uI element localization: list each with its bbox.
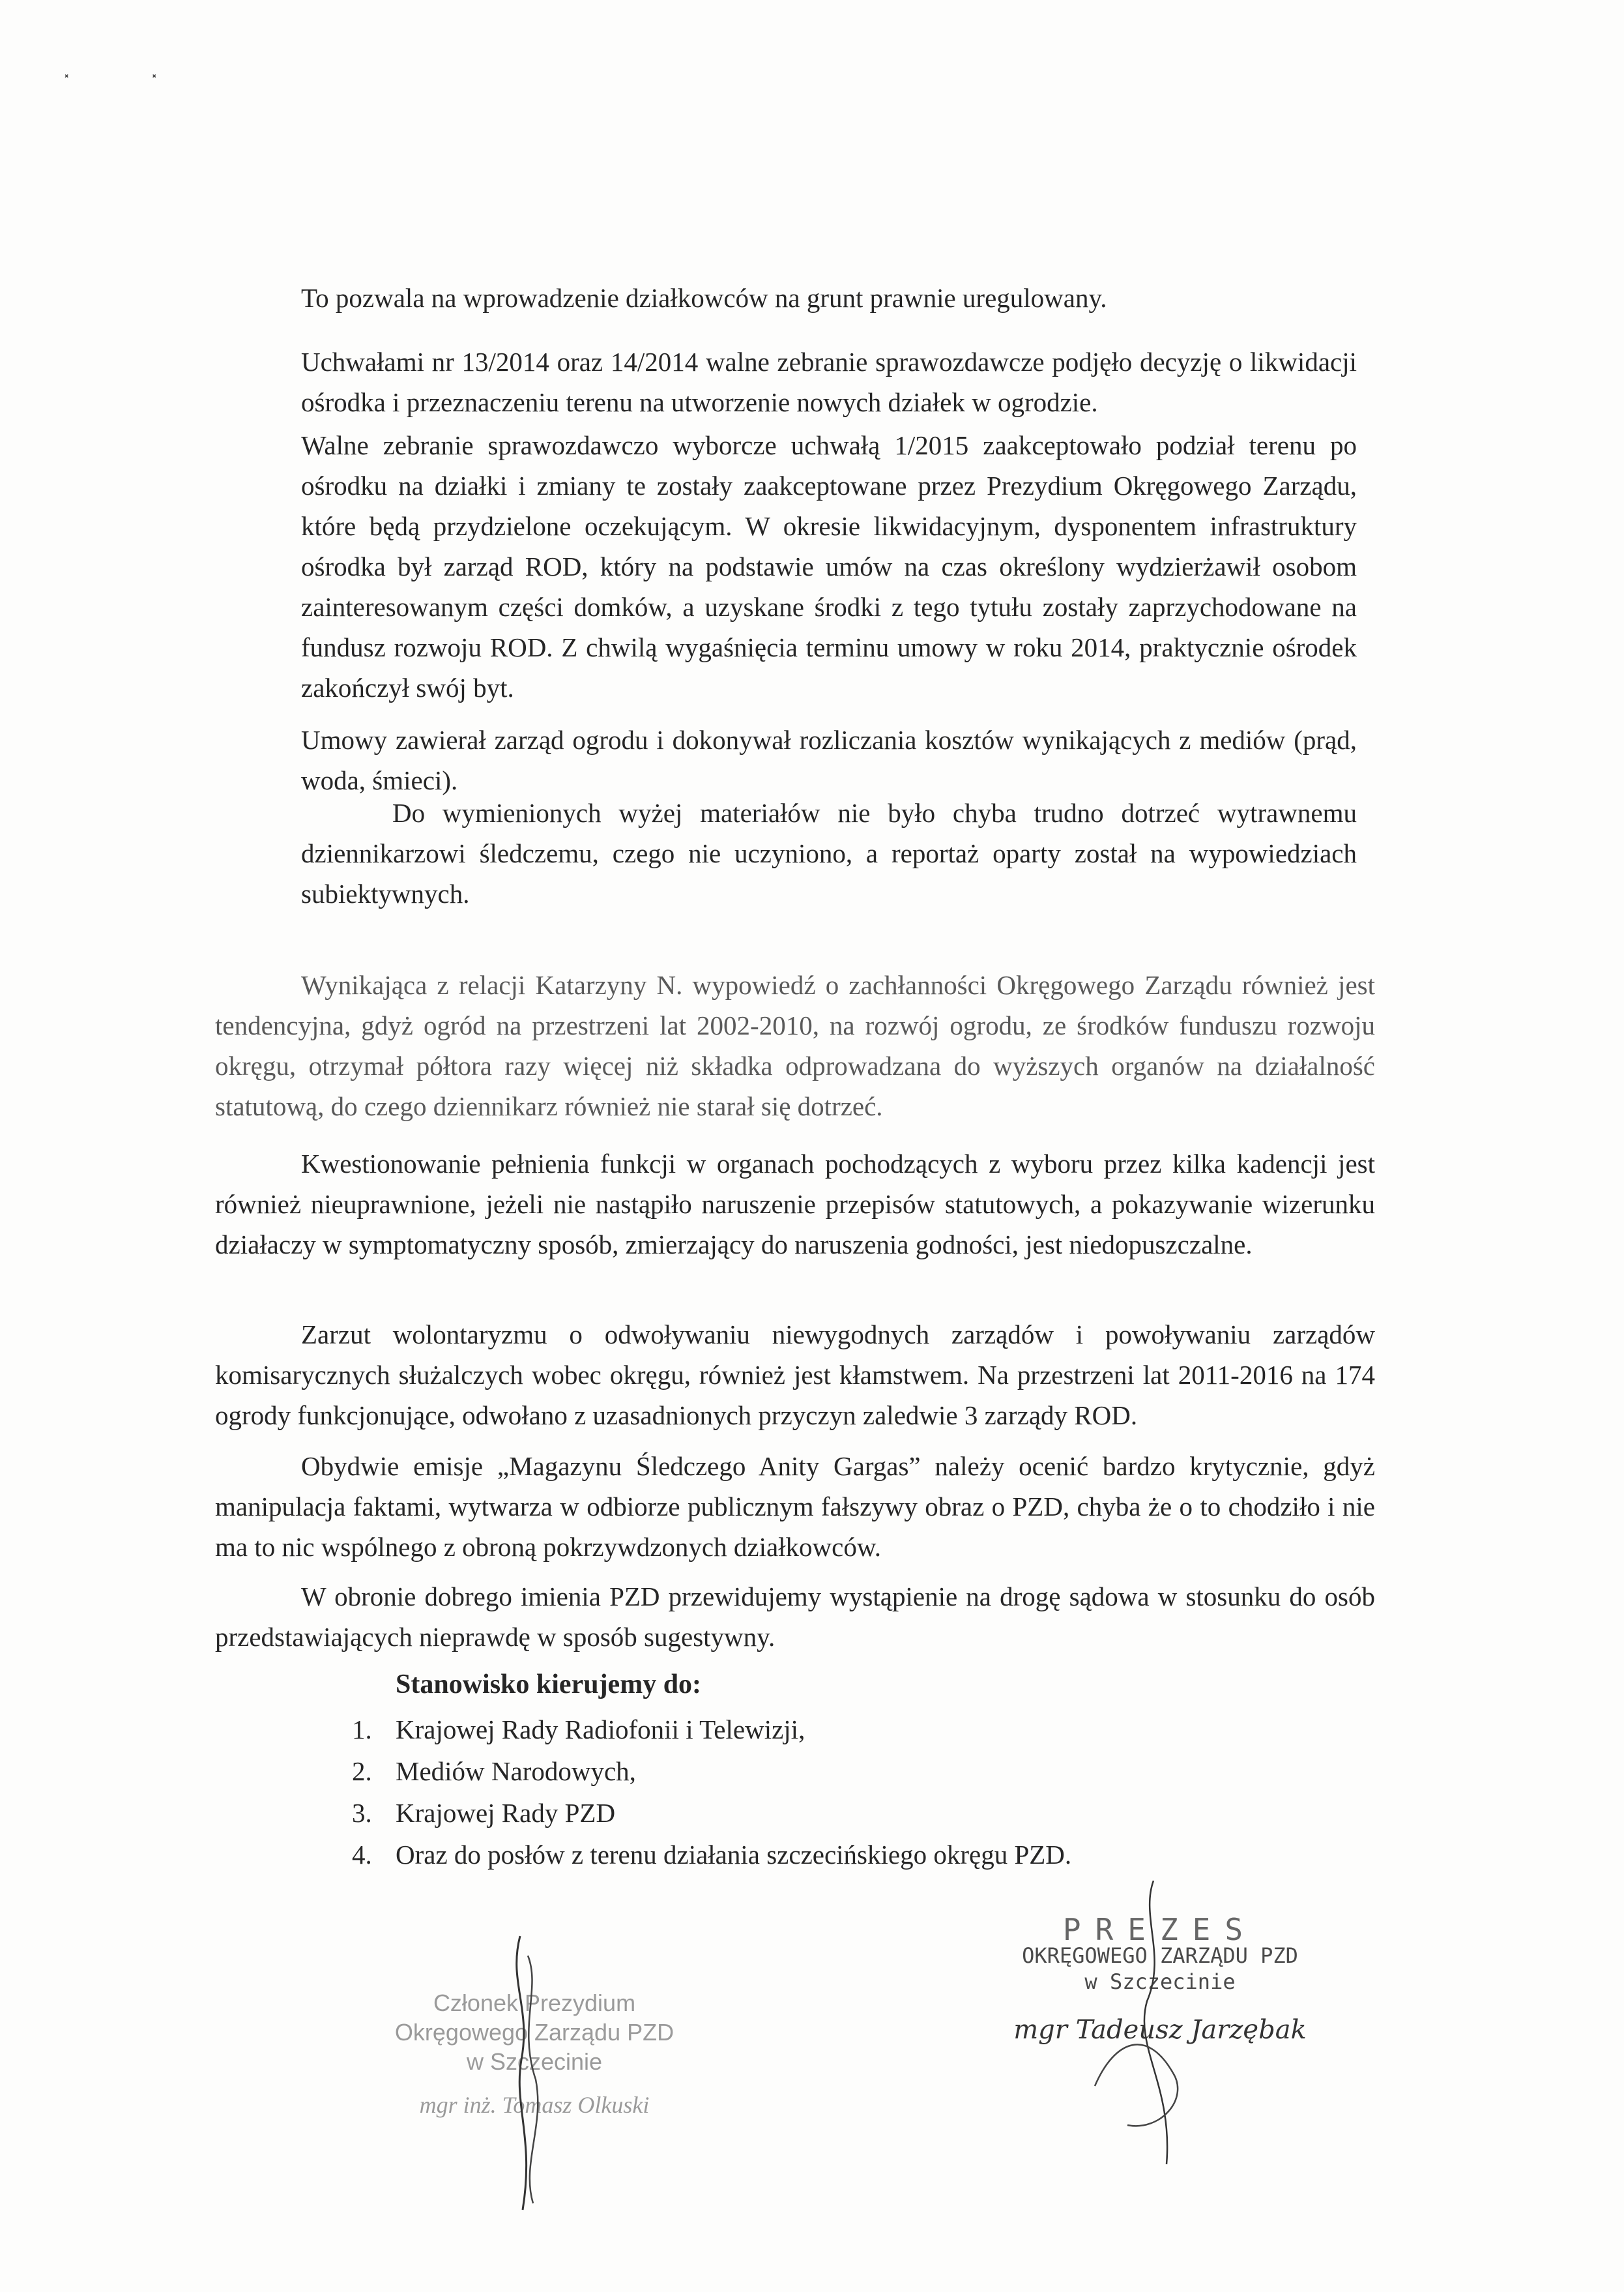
paragraph-functions: Kwestionowanie pełnienia funkcji w organach pochodzących z wyboru przez kilka kadencji jest również nieuprawnione, jeżeli nie nastąpiło naruszenie przepisów statutowych, a pokazywanie wizerunku działaczy w symptomatyczny sposób, zmierzający do naruszenia godności, jest niedopuszczalne.	[215, 1149, 1375, 1259]
list-item: 2. Mediów Narodowych,	[352, 1756, 636, 1786]
paragraph-broadcasts: Obydwie emisje „Magazynu Śledczego Anity Gargas” należy ocenić bardzo krytycznie, gdyż manipulacja faktami, wytwarza w odbiorze publicznym fałszywy obraz o PZD, chyba że o to chodziło i nie ma to nic wspólnego z obroną pokrzywdzonych działkowców.	[215, 1451, 1375, 1562]
paragraph-legal-action: W obronie dobrego imienia PZD przewidujemy wystąpienie na drogę sądowa w stosunku do osób przedstawiających nieprawdę w sposób sugestywny.	[215, 1581, 1375, 1652]
list-item: 4. Oraz do posłów z terenu działania szczecińskiego okręgu PZD.	[352, 1840, 1072, 1870]
paragraph-resolutions: Uchwałami nr 13/2014 oraz 14/2014 walne zebranie sprawozdawcze podjęło decyzję o likwidacji ośrodka i przeznaczeniu terenu na utworzenie nowych działek w ogrodzie.	[301, 347, 1357, 417]
paragraph-greed-claim: Wynikająca z relacji Katarzyny N. wypowiedź o zachłanności Okręgowego Zarządu również jest tendencyjna, gdyż ogród na przestrzeni lat 2002-2010, na rozwój ogrodu, ze środków funduszu rozwoju okręgu, otrzymał półtora razy więcej niż składka odprowadzana do wyższych organów na działalność statutową, do czego dziennikarz również nie starał się dotrzeć.	[215, 970, 1375, 1121]
addressees-list	[352, 1709, 1071, 1875]
addressees-heading: Stanowisko kierujemy do:	[396, 1669, 702, 1699]
list-item: 1. Krajowej Rady Radiofonii i Telewizji,	[352, 1714, 805, 1744]
right-stamp: PREZES OKRĘGOWEGO ZARZĄDU PZD w Szczecinie mgr Tadeusz Jarzębak	[1013, 1912, 1307, 2045]
paragraph-general-meeting: Walne zebranie sprawozdawczo wyborcze uchwałą 1/2015 zaakceptowało podział terenu po ośrodku na działki i zmiany te zostały zaakceptowane przez Prezydium Okręgowego Zarządu, które będą przydzielone oczekującym. W okresie likwidacyjnym, dysponentem infrastruktury ośrodka był zarząd ROD, który na podstawie umów na czas określony wydzierżawił osobom zainteresowanym części domków, a uzyskane środki z tego tytułu zostały zaprzychodowane na fundusz rozwoju ROD. Z chwilą wygaśnięcia terminu umowy w roku 2014, praktycznie ośrodek zakończył swój byt.	[301, 430, 1357, 703]
scan-specks: ⸼ ⸼	[65, 56, 197, 78]
paragraph-contracts: Umowy zawierał zarząd ogrodu i dokonywał rozliczania kosztów wynikających z mediów (prąd, woda, śmieci).	[301, 725, 1357, 795]
left-stamp: Członek Prezydium Okręgowego Zarządu PZD w Szczecinie mgr inż. Tomasz Olkuski	[394, 1990, 674, 2118]
paragraph-journalist: Do wymienionych wyżej materiałów nie było chyba trudno dotrzeć wytrawnemu dziennikarzowi śledczemu, czego nie uczyniono, a reportaż oparty został na wypowiedziach subiektywnych.	[301, 798, 1357, 909]
list-item: 3. Krajowej Rady PZD	[352, 1798, 616, 1828]
left-signature-mark	[482, 1930, 573, 2216]
paragraph-voluntarism: Zarzut wolontaryzmu o odwoływaniu niewygodnych zarządów i powoływaniu zarządów komisarycznych służalczych wobec okręgu, również jest kłamstwem. Na przestrzeni lat 2011-2016 na 174 ogrody funkcjonujące, odwołano z uzasadnionych przyczyn zaledwie 3 zarządy ROD.	[215, 1319, 1375, 1430]
right-signature-mark	[1069, 1877, 1238, 2171]
paragraph-legal-basis: To pozwala na wprowadzenie działkowców na grunt prawnie uregulowany.	[301, 283, 1107, 313]
